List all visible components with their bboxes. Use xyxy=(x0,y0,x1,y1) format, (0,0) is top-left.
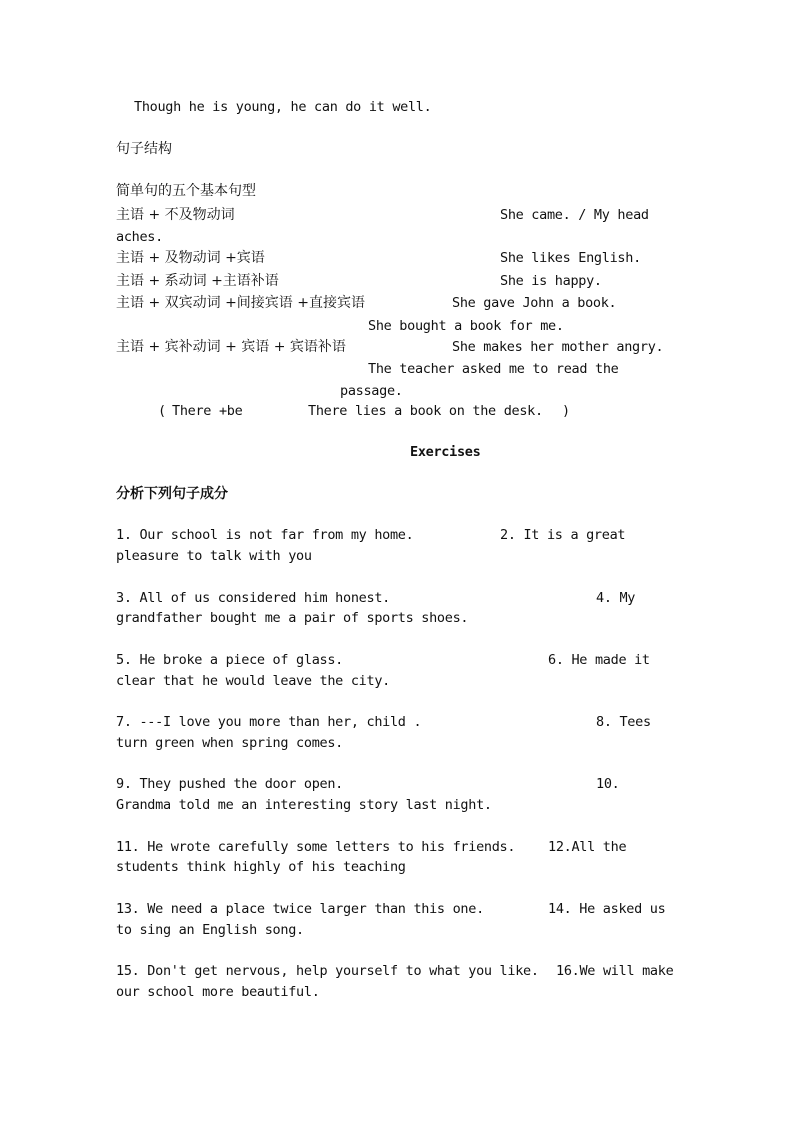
pattern-example-cont: She bought a book for me. xyxy=(368,318,564,334)
intro-sentence: Though he is young, he can do it well. xyxy=(134,99,432,115)
exercise-item-cont: pleasure to talk with you xyxy=(116,548,312,564)
exercise-item-cont: to sing an English song. xyxy=(116,922,304,938)
pattern-example-cont: aches. xyxy=(116,229,163,245)
exercise-item: 9. They pushed the door open. xyxy=(116,776,344,792)
pattern-example-cont: passage. xyxy=(340,383,403,399)
exercise-item: 12.All the xyxy=(548,839,627,855)
exercise-item: 10. xyxy=(596,776,620,792)
exercise-item: 6. He made it xyxy=(548,652,650,668)
exercise-item: 1. Our school is not far from my home. xyxy=(116,527,414,543)
pattern-example: She is happy. xyxy=(500,273,602,289)
pattern-example: She gave John a book. xyxy=(452,295,617,311)
there-be-example: There lies a book on the desk. xyxy=(308,403,543,419)
pattern-formula: 主语 + 宾补动词 + 宾语 + 宾语补语 xyxy=(116,339,346,355)
exercise-item: 3. All of us considered him honest. xyxy=(116,590,390,606)
exercise-item: 11. He wrote carefully some letters to his friends. xyxy=(116,839,516,855)
exercise-item: 16.We will make xyxy=(556,963,674,979)
exercise-item-cont: clear that he would leave the city. xyxy=(116,673,390,689)
pattern-example: She makes her mother angry. xyxy=(452,339,664,355)
pattern-example: She likes English. xyxy=(500,250,641,266)
exercise-item-cont: grandfather bought me a pair of sports shoes. xyxy=(116,610,469,626)
exercise-item-cont: our school more beautiful. xyxy=(116,984,320,1000)
there-be-open-paren: ( xyxy=(158,403,166,419)
exercise-item-cont: Grandma told me an interesting story last night. xyxy=(116,797,492,813)
exercises-instruction: 分析下列句子成分 xyxy=(116,486,228,502)
pattern-formula: 主语 + 双宾动词 +间接宾语 +直接宾语 xyxy=(116,295,365,311)
pattern-formula: 主语 + 及物动词 +宾语 xyxy=(116,250,265,266)
exercise-item: 8. Tees xyxy=(596,714,651,730)
exercise-item: 4. My xyxy=(596,590,636,606)
there-be-close-paren: ) xyxy=(562,403,570,419)
exercise-item-cont: turn green when spring comes. xyxy=(116,735,344,751)
exercise-item: 2. It is a great xyxy=(500,527,626,543)
pattern-formula: 主语 + 不及物动词 xyxy=(116,207,235,223)
exercise-item: 13. We need a place twice larger than this one. xyxy=(116,901,484,917)
pattern-example-cont: The teacher asked me to read the xyxy=(368,361,619,377)
exercise-item: 7. ---I love you more than her, child . xyxy=(116,714,422,730)
exercise-item-cont: students think highly of his teaching xyxy=(116,859,406,875)
section-title: 句子结构 xyxy=(116,141,172,157)
exercise-item: 14. He asked us xyxy=(548,901,666,917)
exercise-item: 5. He broke a piece of glass. xyxy=(116,652,344,668)
pattern-formula: 主语 + 系动词 +主语补语 xyxy=(116,273,279,289)
exercise-item: 15. Don't get nervous, help yourself to what you like. xyxy=(116,963,539,979)
there-be-formula: There +be xyxy=(172,403,243,419)
subsection-title: 简单句的五个基本句型 xyxy=(116,183,256,199)
exercises-title: Exercises xyxy=(410,444,481,460)
pattern-example: She came. / My head xyxy=(500,207,649,223)
